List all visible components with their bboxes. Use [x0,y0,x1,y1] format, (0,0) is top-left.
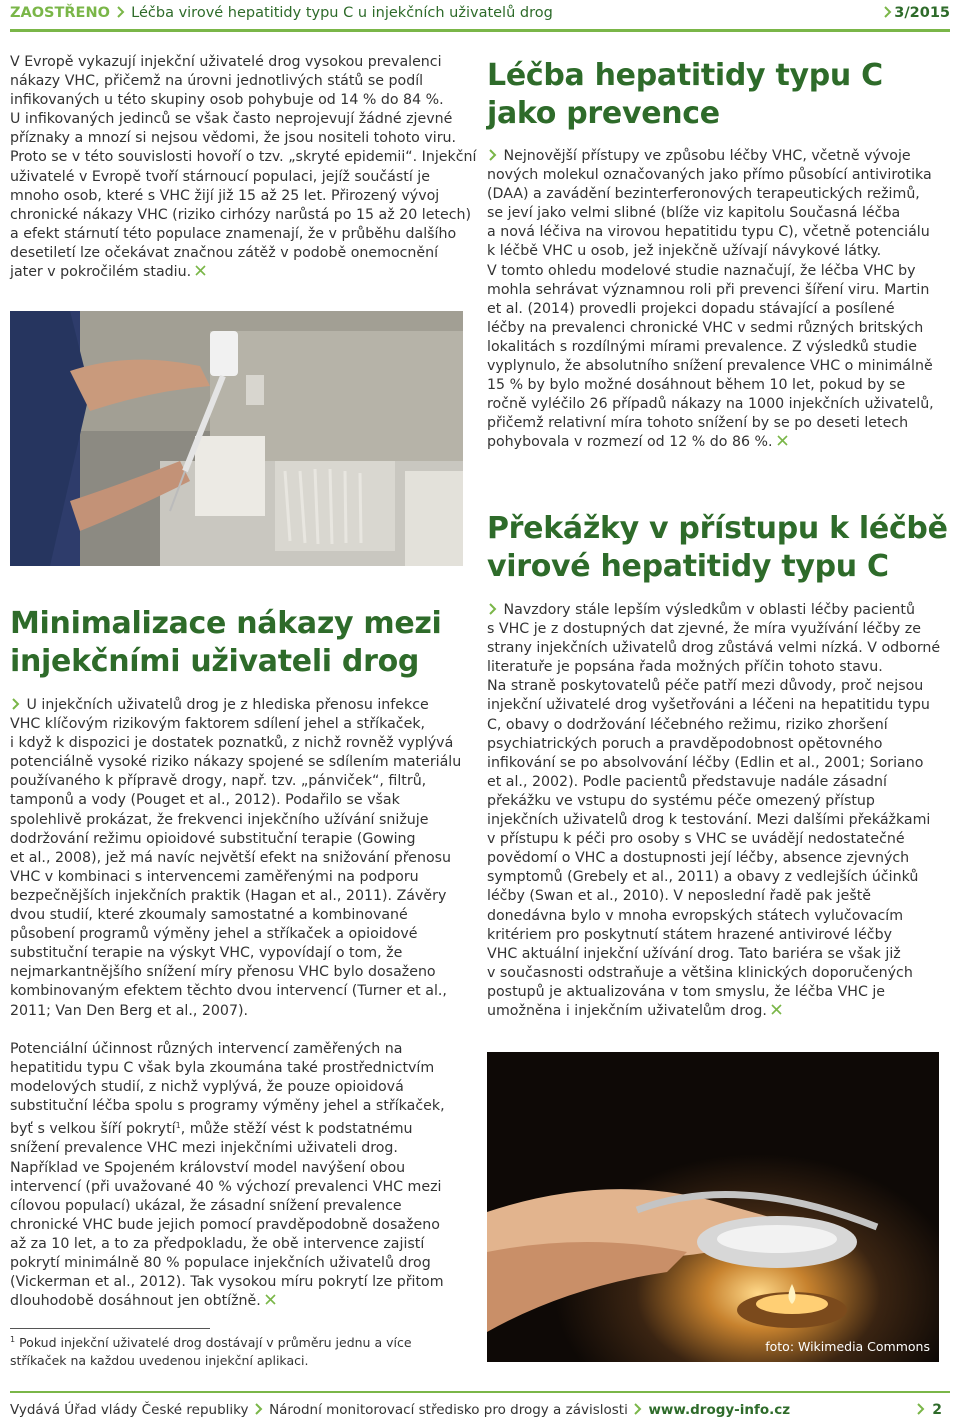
text-line: chronické nákazy VHC (riziko cirhózy narůstá po 15 až 20 letech) [10,206,472,223]
text-line: kritériem pro poskytnutí státem hrazené antivirové léčby [487,926,893,943]
text-line: VHC klíčovým rizikovým faktorem sdílení jehel a stříkaček, [10,716,426,733]
text-line: injekční uživatelé drog vyšetřováni a léčeni na hepatitidu typu [487,697,930,714]
text-line: intervencí (při uvažované 40 % výchozí prevalenci VHC mezi [10,1178,442,1195]
text-line: snížení prevalence VHC mezi injekčními uživateli drog. [10,1140,398,1157]
text-line: a nová léčiva na virovou hepatitidu typu C), včetně potenciálu [487,224,930,241]
text-line: a efekt stárnutí této populace znamenají, že v průběhu dalšího [10,225,457,242]
text-line: cílovou populací) ukázal, že zásadní snížení prevalence [10,1197,402,1214]
text-line: mohla sehrávat významnou roli při prevenci šíření viru. Martin [487,281,930,298]
text-line: dodržování režimu opioidové substituční terapie (Gowing [10,830,416,847]
text-line: psychiatrických poruch a pravděpodobnost opětovného [487,735,883,752]
heading-line: Překážky v přístupu k léčbě [487,511,948,546]
text-line-content: umožněna i injekčním uživatelům drog. [487,1002,767,1019]
intro-text [10,53,476,282]
chevron-right-icon [489,149,497,161]
text-line: spolehlivě prokázat, že frekvenci injekčního užívání snižuje [10,811,429,828]
photo-credit: foto: Wikimedia Commons [765,1339,930,1354]
close-x-icon [265,1294,276,1305]
heading-line: Léčba hepatitidy typu C [487,58,883,93]
footnote [10,1331,412,1370]
minimization-text [10,696,461,1021]
heading-prevention [487,57,883,133]
text-line: et al., 2008), jež má navíc největší efekt na snižování přenosu [10,849,452,866]
spoon-candle-photo [487,1052,939,1362]
text-line: nových molekul označovaných jako přímo působící antivirotika [487,167,932,184]
text-line: potenciálně vysoké riziko nákazy spojené se sdílením materiálu [10,754,462,771]
text-line: používaného k přípravě drogy, např. tzv. „pánviček“, filtrů, [10,773,427,790]
text-line: 15 % by bylo možné dosáhnout během 10 let, pokud by se [487,377,906,394]
text-line: substituční terapie na výskyt VHC, vypovídají o tom, že [10,945,403,962]
text-line: vyplynulo, že absolutního snížení prevalence VHC o minimálně [487,358,933,375]
prevention-text [487,147,934,453]
text-line: Například ve Spojeném království model navýšení obou [10,1159,406,1176]
heading-minimization [10,605,442,681]
heading-line: Minimalizace nákazy mezi [10,606,442,641]
footnote-number: 1 [10,1335,16,1344]
close-x-icon [771,1004,782,1015]
text-line: chronické VHC bude jejich pomocí pravděpodobně dosaženo [10,1216,440,1233]
text-line: et al., 2002). Podle pacientů představuje nadále zásadní [487,773,887,790]
text-line [10,1292,445,1311]
chevron-right-icon [489,603,497,615]
text-line: desetiletí lze očekávat značnou zátěž v podobě onemocnění [10,244,439,261]
text-line: V Evropě vykazují injekční uživatelé drog vysokou prevalenci [10,54,442,70]
text-line [487,147,934,166]
page-number [915,1402,942,1418]
text-line [487,601,940,620]
footer-divider [10,1391,950,1393]
footnote-divider [10,1328,210,1329]
text-line: dvou studií, které zkoumaly samostatné a kombinované [10,907,408,924]
text-line: v přístupu k péči pro osoby s VHC se uvádějí nedostatečné [487,831,905,848]
header-title: Léčba virové hepatitidy typu C u injekčních uživatelů drog [131,5,553,21]
text-line: VHC aktuální injekční užívání drog. Tato bariéra se však již [487,945,901,962]
text-line: Na straně poskytovatelů péče patří mezi důvody, proč nejsou [487,678,924,695]
close-x-icon [195,265,206,276]
chevron-right-icon [12,698,20,710]
text-line-content: byť s velkou šíří pokrytí [10,1121,176,1138]
text-line: ročně vyléčilo 26 případů nákazy na 1000 injekčních uživatelů, [487,396,934,413]
text-line: i když k dispozici je dostatek poznatků, z nichž rovněž vyplývá [10,735,454,752]
text-line: k léčbě VHC u osob, jež injekčně užívají návykové látky. [487,243,882,260]
text-line: kombinovaným efektem těchto dvou intervencí (Turner et al., [10,983,447,1000]
footnote-ref[interactable]: 1 [175,1121,181,1131]
text-line: příznaky a mnozí si nejsou vědomi, že jsou nositeli tohoto viru. [10,130,457,147]
minimization-text-2 [10,1040,445,1311]
text-line: postupů je aktualizována v tom smyslu, že léčba VHC je [487,983,886,1000]
text-line: lokalitách s rozdílnými mírami prevalence. Z výsledků studie [487,338,917,355]
text-line: strany injekčních uživatelů drog zůstává velmi nízká. V odborné [487,640,941,657]
footnote-text: Pokud injekční uživatelé drog dostávají v průměru jednu a více [19,1335,412,1350]
footnote-line [10,1331,412,1352]
text-line: donedávna bylo v mnoha evropských státech vylučovacím [487,907,904,924]
text-line: s VHC je z dostupných dat zjevné, že míra využívání léčby ze [487,621,921,638]
text-line-content: pohybovala v rozmezí od 12 % do 86 %. [487,434,773,451]
page-footer [10,1402,790,1418]
chevron-right-icon [917,1403,925,1415]
chevron-right-icon [117,6,125,18]
text-line: (DAA) a zavádění bezinterferonových terapeutických režimů, [487,186,920,203]
text-line: Proto se v této souvislosti hovoří o tzv. „skryté epidemii“. Injekční [10,149,477,166]
text-line-content: U injekčních uživatelů drog je z hlediska přenosu infekce [26,697,429,713]
text-line-content: Navzdory stále lepším výsledkům v oblasti léčby pacientů [503,602,915,618]
text-line: injekčních uživatelů drog k testování. Mezi dalšími překážkami [487,812,931,829]
text-line-content: Nejnovější přístupy ve způsobu léčby VHC, včetně vývoje [503,148,911,164]
text-line: přičemž relativní míra tohoto snížení by se po deseti letech [487,415,909,432]
text-line: mnoho osob, které s VHC žijí již 15 až 25 let. Přirozený vývoj [10,187,440,204]
text-line: V tomto ohledu modelové studie naznačují, že léčba VHC by [487,262,916,279]
text-line: et al. (2014) provedli projekci dopadu stávající a posílené [487,300,895,317]
text-line: Potenciální účinnost různých intervencí zaměřených na [10,1041,403,1057]
chevron-right-icon [884,6,892,18]
text-line: infikování se po absolvování léčby (Edlin et al., 2001; Soriano [487,754,924,771]
page-header [10,0,950,32]
header-right [882,5,950,21]
text-line: povědomí o VHC a dostupnosti její léčby, absence zjevných [487,850,910,867]
text-line-content: jater v pokročilém stadiu. [10,264,192,281]
text-line: se jeví jako velmi slibné (blíže viz kapitolu Současná léčba [487,205,901,222]
chevron-right-icon [634,1403,642,1415]
heading-line: virové hepatitidy typu C [487,549,889,584]
text-line: uživatelé v Evropě tvoří stárnoucí populaci, jejíž součástí je [10,168,430,185]
barriers-text [487,601,940,1021]
heading-line: jako prevence [487,96,720,131]
text-line: nejmarkantnějšího snížení míry přenosu VHC bylo dosaženo [10,964,436,981]
text-line [487,1002,940,1021]
header-left [10,5,553,21]
text-line: hepatitidu typu C však byla zkoumána také prostřednictvím [10,1060,435,1077]
text-line: infikovaných u této skupiny osob pohybuje od 14 % do 84 %. [10,92,444,109]
text-line: (Vickerman et al., 2012). Tak vysokou míru pokrytí lze přitom [10,1274,444,1291]
text-line: nákazy VHC, přičemž na úrovni jednotlivých států se podíl [10,73,424,90]
text-line-content: dlouhodobě dosáhnout jen obtížně. [10,1293,261,1310]
text-line: překážku ve vstupu do systému péče omezený přístup [487,792,875,809]
text-line [487,433,934,452]
text-line: léčby na prevalenci chronické VHC v sedmi různých britských [487,319,924,336]
text-line: působení programů výměny jehel a stříkaček a opioidové [10,926,418,943]
close-x-icon [777,435,788,446]
text-line: 2011; Van Den Berg et al., 2007). [10,1002,249,1019]
text-line-content: , může stěží vést k podstatnému [180,1121,413,1138]
syringe-photo [10,311,463,566]
text-line: substituční léčba spolu s programy výměny jehel a stříkaček, [10,1098,445,1115]
text-line: bezpečnějších injekčních praktik (Hagan et al., 2011). Závěry [10,887,447,904]
website-link[interactable]: www.drogy-info.cz [648,1402,791,1418]
section-brand: ZAOSTŘENO [10,5,110,21]
heading-barriers [487,510,948,586]
publisher: Vydává Úřad vlády České republiky [10,1402,249,1418]
text-line: modelových studií, z nichž vyplývá, že pouze opioidová [10,1079,404,1096]
text-line: U infikovaných jedinců se však často neprojevují žádné zjevné [10,111,453,128]
text-line [10,1116,445,1139]
text-line: literatuře je popsána řada možných příčin tohoto stavu. [487,659,883,676]
text-line: tamponů a vody (Pouget et al., 2012). Podařilo se však [10,792,400,809]
heading-line: injekčními uživateli drog [10,644,420,679]
monitoring-centre: Národní monitorovací středisko pro drogy a závislosti [269,1402,628,1418]
text-line: v současnosti odstraňuje a většina klinických doporučených [487,964,913,981]
text-line: VHC v kombinaci s intervencemi zaměřenými na podporu [10,868,419,885]
footnote-line: stříkaček na každou uvedenou injekční aplikaci. [10,1353,309,1368]
text-line: až za 10 let, a to za předpokladu, že obě intervence zajistí [10,1235,425,1252]
text-line: C, obavy o dodržování léčebného režimu, riziko zhoršení [487,716,888,733]
text-line: symptomů (Grebely et al., 2011) a obavy z vedlejších účinků [487,869,919,886]
text-line: léčby (Swan et al., 2010). V neposlední řadě pak ještě [487,888,872,905]
issue-number: 3/2015 [894,5,950,21]
chevron-right-icon [255,1403,263,1415]
text-line [10,696,461,715]
text-line: pokrytí minimálně 80 % populace injekčních uživatelů drog [10,1255,431,1272]
text-line [10,263,476,282]
page-number-value: 2 [932,1402,942,1418]
